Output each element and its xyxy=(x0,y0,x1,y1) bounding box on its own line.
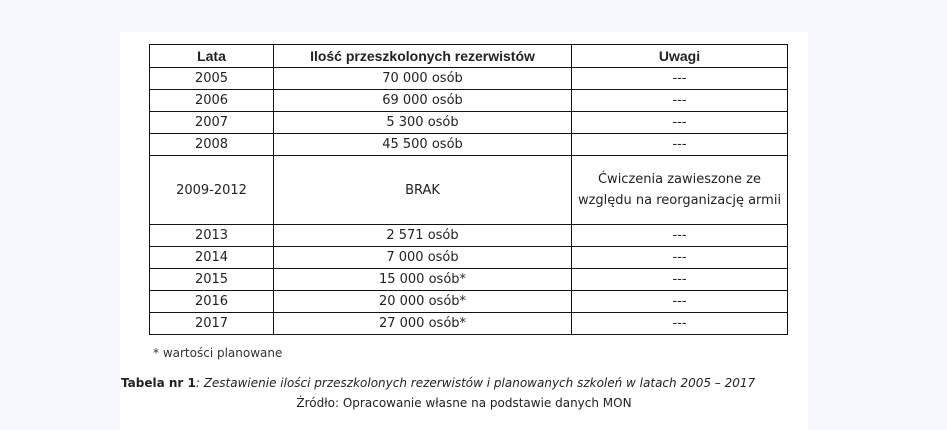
document-page xyxy=(120,32,808,430)
cell-year: 2005 xyxy=(150,68,274,90)
cell-count: 70 000 osób xyxy=(274,68,572,90)
table-row xyxy=(150,313,788,335)
header-notes: Uwagi xyxy=(572,45,788,68)
table-row xyxy=(150,247,788,269)
header-count: Ilość przeszkolonych rezerwistów xyxy=(274,45,572,68)
table-caption xyxy=(121,376,808,390)
cell-count: 20 000 osób* xyxy=(274,291,572,313)
cell-count: 7 000 osób xyxy=(274,247,572,269)
cell-count: 15 000 osób* xyxy=(274,269,572,291)
cell-year: 2009-2012 xyxy=(150,156,274,225)
cell-year: 2017 xyxy=(150,313,274,335)
cell-year: 2006 xyxy=(150,90,274,112)
cell-count: 2 571 osób xyxy=(274,225,572,247)
caption-label: Tabela nr 1 xyxy=(121,376,196,390)
cell-year: 2014 xyxy=(150,247,274,269)
cell-year: 2016 xyxy=(150,291,274,313)
footnote: * wartości planowane xyxy=(153,346,283,360)
cell-notes: --- xyxy=(572,68,788,90)
table-row xyxy=(150,291,788,313)
source-note: Źródło: Opracowanie własne na podstawie danych MON xyxy=(296,396,632,410)
cell-year: 2007 xyxy=(150,112,274,134)
table-row xyxy=(150,112,788,134)
cell-notes: --- xyxy=(572,291,788,313)
cell-notes: --- xyxy=(572,90,788,112)
cell-year: 2013 xyxy=(150,225,274,247)
table-row xyxy=(150,68,788,90)
table-row xyxy=(150,225,788,247)
cell-year: 2015 xyxy=(150,269,274,291)
table-row xyxy=(150,269,788,291)
cell-year: 2008 xyxy=(150,134,274,156)
cell-count: 27 000 osób* xyxy=(274,313,572,335)
table-row xyxy=(150,134,788,156)
cell-count: 69 000 osób xyxy=(274,90,572,112)
cell-notes: --- xyxy=(572,269,788,291)
cell-count: BRAK xyxy=(274,156,572,225)
cell-notes: --- xyxy=(572,112,788,134)
cell-count: 5 300 osób xyxy=(274,112,572,134)
cell-notes: --- xyxy=(572,313,788,335)
cell-notes: --- xyxy=(572,225,788,247)
cell-count: 45 500 osób xyxy=(274,134,572,156)
cell-notes: Ćwiczenia zawieszone ze względu na reorganizację armii xyxy=(572,156,788,225)
header-year: Lata xyxy=(150,45,274,68)
table-row xyxy=(150,90,788,112)
cell-notes: --- xyxy=(572,247,788,269)
caption-text: : Zestawienie ilości przeszkolonych rezerwistów i planowanych szkoleń w latach 2005 – 2017 xyxy=(195,376,756,390)
table-header-row xyxy=(150,45,788,68)
cell-notes: --- xyxy=(572,134,788,156)
table-row xyxy=(150,156,788,225)
reservists-table xyxy=(149,44,788,335)
